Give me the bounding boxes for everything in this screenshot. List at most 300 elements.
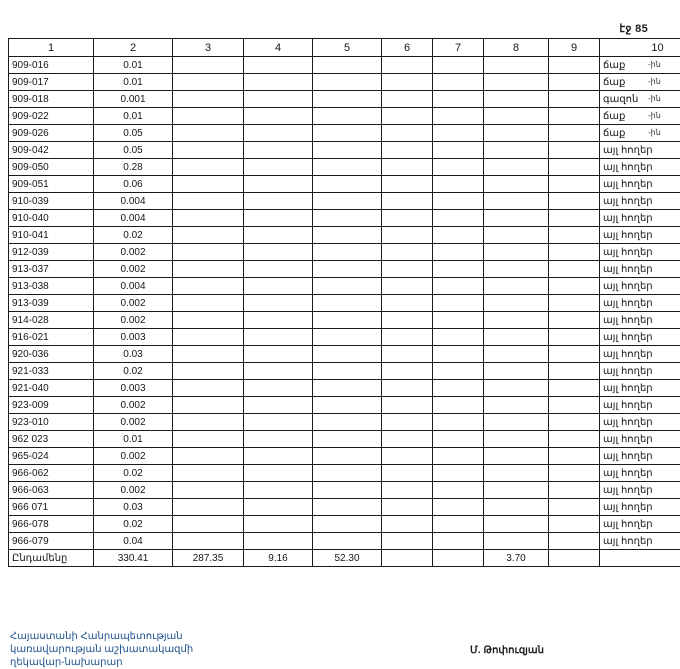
cell-4 xyxy=(244,431,313,448)
cell-6 xyxy=(382,414,433,431)
margin-annotation: -ին xyxy=(648,124,678,141)
cell-6 xyxy=(382,346,433,363)
cell-6 xyxy=(382,142,433,159)
table-header xyxy=(9,39,680,57)
footer-block xyxy=(10,630,193,669)
cell-8 xyxy=(484,227,549,244)
cell-7 xyxy=(433,176,484,193)
cell-3 xyxy=(173,227,244,244)
cell-7 xyxy=(433,244,484,261)
cell-4 xyxy=(244,465,313,482)
table-row xyxy=(9,91,680,108)
cell-3 xyxy=(173,278,244,295)
cell-6 xyxy=(382,210,433,227)
cell-1: 920-036 xyxy=(9,346,94,363)
cell-4 xyxy=(244,108,313,125)
cell-2: 0.03 xyxy=(94,499,173,516)
cell-8 xyxy=(484,210,549,227)
total-cell-3: 287.35 xyxy=(173,550,244,567)
cell-7 xyxy=(433,57,484,74)
cell-10: այլ հողեր xyxy=(600,533,680,550)
cell-6 xyxy=(382,193,433,210)
cell-8 xyxy=(484,57,549,74)
cell-7 xyxy=(433,261,484,278)
total-cell-4: 9.16 xyxy=(244,550,313,567)
cell-10: այլ հողեր xyxy=(600,465,680,482)
cell-4 xyxy=(244,295,313,312)
column-header-4: 4 xyxy=(244,39,313,57)
cell-1: 923-010 xyxy=(9,414,94,431)
cell-2: 0.003 xyxy=(94,380,173,397)
cell-2: 0.002 xyxy=(94,448,173,465)
table-row xyxy=(9,533,680,550)
footer-line-3: ղեկավար-նախարար xyxy=(10,656,193,669)
cell-9 xyxy=(549,278,600,295)
cell-10: այլ հողեր xyxy=(600,142,680,159)
cell-10: այլ հողեր xyxy=(600,414,680,431)
cell-6 xyxy=(382,448,433,465)
cell-8 xyxy=(484,397,549,414)
cell-7 xyxy=(433,431,484,448)
cell-1: 966-063 xyxy=(9,482,94,499)
cell-1: 962 023 xyxy=(9,431,94,448)
cell-3 xyxy=(173,516,244,533)
table-row xyxy=(9,414,680,431)
cell-5 xyxy=(313,261,382,278)
total-cell-6 xyxy=(382,550,433,567)
cell-6 xyxy=(382,482,433,499)
cell-10: այլ հողեր xyxy=(600,516,680,533)
cell-7 xyxy=(433,295,484,312)
cell-5 xyxy=(313,533,382,550)
table-row xyxy=(9,74,680,91)
margin-annotation: -ին xyxy=(648,90,678,107)
cell-3 xyxy=(173,244,244,261)
cell-10: այլ հողեր xyxy=(600,244,680,261)
cell-1: 912-039 xyxy=(9,244,94,261)
table-row xyxy=(9,142,680,159)
cell-5 xyxy=(313,193,382,210)
cell-5 xyxy=(313,448,382,465)
cell-2: 0.01 xyxy=(94,108,173,125)
cell-7 xyxy=(433,74,484,91)
table-row xyxy=(9,108,680,125)
margin-annotation: -ին xyxy=(648,73,678,90)
cell-8 xyxy=(484,329,549,346)
cell-2: 0.01 xyxy=(94,74,173,91)
table-row xyxy=(9,125,680,142)
table-row xyxy=(9,261,680,278)
cell-9 xyxy=(549,108,600,125)
cell-7 xyxy=(433,329,484,346)
cell-2: 0.05 xyxy=(94,125,173,142)
total-cell-1: Ընդամենը xyxy=(9,550,94,567)
cell-5 xyxy=(313,295,382,312)
cell-10: այլ հողեր xyxy=(600,176,680,193)
cell-9 xyxy=(549,448,600,465)
cell-8 xyxy=(484,193,549,210)
cell-4 xyxy=(244,278,313,295)
cell-2: 0.002 xyxy=(94,244,173,261)
cell-8 xyxy=(484,346,549,363)
table-row xyxy=(9,363,680,380)
cell-10: այլ հողեր xyxy=(600,193,680,210)
cell-4 xyxy=(244,57,313,74)
cell-2: 0.002 xyxy=(94,312,173,329)
table-total-row xyxy=(9,550,680,567)
table-row xyxy=(9,397,680,414)
cell-10: այլ հողեր xyxy=(600,448,680,465)
cell-1: 909-051 xyxy=(9,176,94,193)
cell-3 xyxy=(173,482,244,499)
cell-7 xyxy=(433,465,484,482)
cell-10: այլ հողեր xyxy=(600,346,680,363)
table-row xyxy=(9,448,680,465)
cell-5 xyxy=(313,244,382,261)
cell-6 xyxy=(382,74,433,91)
cell-5 xyxy=(313,74,382,91)
cell-7 xyxy=(433,380,484,397)
cell-4 xyxy=(244,346,313,363)
cell-6 xyxy=(382,261,433,278)
cell-1: 909-026 xyxy=(9,125,94,142)
land-parcel-table-wrapper xyxy=(8,38,645,567)
cell-9 xyxy=(549,125,600,142)
cell-2: 0.04 xyxy=(94,533,173,550)
cell-3 xyxy=(173,312,244,329)
cell-5 xyxy=(313,278,382,295)
table-row xyxy=(9,244,680,261)
cell-8 xyxy=(484,533,549,550)
cell-5 xyxy=(313,210,382,227)
cell-6 xyxy=(382,57,433,74)
cell-8 xyxy=(484,108,549,125)
cell-1: 909-042 xyxy=(9,142,94,159)
cell-3 xyxy=(173,193,244,210)
cell-1: 910-039 xyxy=(9,193,94,210)
cell-9 xyxy=(549,159,600,176)
cell-4 xyxy=(244,329,313,346)
cell-8 xyxy=(484,142,549,159)
cell-2: 0.01 xyxy=(94,431,173,448)
cell-10: գազոն xyxy=(600,91,680,108)
cell-8 xyxy=(484,499,549,516)
cell-10: ճաք xyxy=(600,108,680,125)
cell-9 xyxy=(549,176,600,193)
cell-9 xyxy=(549,295,600,312)
cell-10: այլ հողեր xyxy=(600,295,680,312)
cell-2: 0.02 xyxy=(94,516,173,533)
cell-2: 0.01 xyxy=(94,57,173,74)
cell-10: ճաք xyxy=(600,74,680,91)
cell-7 xyxy=(433,533,484,550)
cell-7 xyxy=(433,363,484,380)
cell-1: 913-039 xyxy=(9,295,94,312)
total-cell-5: 52.30 xyxy=(313,550,382,567)
cell-5 xyxy=(313,142,382,159)
cell-5 xyxy=(313,499,382,516)
cell-1: 910-041 xyxy=(9,227,94,244)
cell-5 xyxy=(313,57,382,74)
cell-7 xyxy=(433,516,484,533)
cell-7 xyxy=(433,159,484,176)
cell-8 xyxy=(484,482,549,499)
cell-5 xyxy=(313,91,382,108)
cell-3 xyxy=(173,261,244,278)
cell-5 xyxy=(313,397,382,414)
cell-4 xyxy=(244,397,313,414)
cell-3 xyxy=(173,380,244,397)
cell-10: այլ հողեր xyxy=(600,380,680,397)
cell-6 xyxy=(382,533,433,550)
cell-4 xyxy=(244,499,313,516)
table-row xyxy=(9,465,680,482)
table-row xyxy=(9,380,680,397)
cell-7 xyxy=(433,142,484,159)
cell-4 xyxy=(244,363,313,380)
cell-9 xyxy=(549,533,600,550)
cell-10: այլ հողեր xyxy=(600,261,680,278)
cell-5 xyxy=(313,312,382,329)
cell-7 xyxy=(433,312,484,329)
total-cell-2: 330.41 xyxy=(94,550,173,567)
cell-3 xyxy=(173,465,244,482)
cell-7 xyxy=(433,91,484,108)
cell-4 xyxy=(244,482,313,499)
cell-6 xyxy=(382,499,433,516)
cell-3 xyxy=(173,431,244,448)
cell-6 xyxy=(382,329,433,346)
cell-10: այլ հողեր xyxy=(600,227,680,244)
page-number: էջ 85 xyxy=(619,22,648,35)
footer-line-2: կառավարության աշխատակազմի xyxy=(10,643,193,656)
cell-4 xyxy=(244,193,313,210)
table-row xyxy=(9,193,680,210)
cell-3 xyxy=(173,108,244,125)
cell-7 xyxy=(433,397,484,414)
margin-annotation: -ին xyxy=(648,107,678,124)
table-row xyxy=(9,278,680,295)
cell-2: 0.002 xyxy=(94,261,173,278)
cell-4 xyxy=(244,261,313,278)
cell-10: այլ հողեր xyxy=(600,159,680,176)
cell-7 xyxy=(433,227,484,244)
cell-5 xyxy=(313,227,382,244)
cell-5 xyxy=(313,363,382,380)
cell-10: այլ հողեր xyxy=(600,312,680,329)
cell-8 xyxy=(484,278,549,295)
cell-9 xyxy=(549,397,600,414)
cell-4 xyxy=(244,159,313,176)
cell-5 xyxy=(313,414,382,431)
cell-3 xyxy=(173,363,244,380)
cell-1: 913-037 xyxy=(9,261,94,278)
cell-7 xyxy=(433,125,484,142)
cell-4 xyxy=(244,125,313,142)
cell-4 xyxy=(244,516,313,533)
cell-4 xyxy=(244,227,313,244)
cell-8 xyxy=(484,380,549,397)
cell-3 xyxy=(173,533,244,550)
cell-9 xyxy=(549,312,600,329)
cell-4 xyxy=(244,91,313,108)
cell-8 xyxy=(484,261,549,278)
cell-4 xyxy=(244,142,313,159)
column-header-3: 3 xyxy=(173,39,244,57)
cell-9 xyxy=(549,346,600,363)
column-header-1: 1 xyxy=(9,39,94,57)
column-header-10: 10 xyxy=(600,39,680,57)
cell-1: 914-028 xyxy=(9,312,94,329)
cell-8 xyxy=(484,414,549,431)
cell-9 xyxy=(549,499,600,516)
cell-1: 966-078 xyxy=(9,516,94,533)
cell-5 xyxy=(313,346,382,363)
cell-1: 909-050 xyxy=(9,159,94,176)
cell-3 xyxy=(173,176,244,193)
cell-6 xyxy=(382,278,433,295)
cell-10: այլ հողեր xyxy=(600,431,680,448)
cell-2: 0.004 xyxy=(94,278,173,295)
cell-8 xyxy=(484,448,549,465)
cell-2: 0.003 xyxy=(94,329,173,346)
cell-2: 0.02 xyxy=(94,363,173,380)
cell-1: 966-062 xyxy=(9,465,94,482)
cell-4 xyxy=(244,176,313,193)
cell-6 xyxy=(382,244,433,261)
cell-9 xyxy=(549,329,600,346)
cell-7 xyxy=(433,278,484,295)
cell-6 xyxy=(382,227,433,244)
cell-1: 910-040 xyxy=(9,210,94,227)
cell-9 xyxy=(549,91,600,108)
margin-annotation: -ին xyxy=(648,56,678,73)
cell-6 xyxy=(382,380,433,397)
table-row xyxy=(9,295,680,312)
column-header-5: 5 xyxy=(313,39,382,57)
cell-8 xyxy=(484,516,549,533)
table-header-row xyxy=(9,39,680,57)
cell-1: 909-018 xyxy=(9,91,94,108)
cell-6 xyxy=(382,516,433,533)
cell-7 xyxy=(433,210,484,227)
cell-10: ճաք xyxy=(600,57,680,74)
cell-3 xyxy=(173,414,244,431)
cell-2: 0.002 xyxy=(94,414,173,431)
margin-annotations xyxy=(648,56,678,141)
table-row xyxy=(9,57,680,74)
cell-8 xyxy=(484,312,549,329)
table-row xyxy=(9,312,680,329)
cell-9 xyxy=(549,57,600,74)
cell-1: 909-017 xyxy=(9,74,94,91)
cell-7 xyxy=(433,193,484,210)
cell-6 xyxy=(382,295,433,312)
cell-10: այլ հողեր xyxy=(600,482,680,499)
cell-6 xyxy=(382,91,433,108)
cell-4 xyxy=(244,244,313,261)
cell-5 xyxy=(313,108,382,125)
cell-1: 909-016 xyxy=(9,57,94,74)
cell-5 xyxy=(313,125,382,142)
cell-2: 0.02 xyxy=(94,227,173,244)
cell-4 xyxy=(244,533,313,550)
total-cell-7 xyxy=(433,550,484,567)
cell-7 xyxy=(433,346,484,363)
cell-9 xyxy=(549,210,600,227)
cell-8 xyxy=(484,74,549,91)
cell-4 xyxy=(244,414,313,431)
column-header-9: 9 xyxy=(549,39,600,57)
cell-1: 966-079 xyxy=(9,533,94,550)
cell-7 xyxy=(433,414,484,431)
cell-1: 909-022 xyxy=(9,108,94,125)
cell-8 xyxy=(484,465,549,482)
cell-10: այլ հողեր xyxy=(600,278,680,295)
land-parcel-table xyxy=(8,38,680,567)
table-row xyxy=(9,176,680,193)
cell-9 xyxy=(549,74,600,91)
cell-8 xyxy=(484,91,549,108)
cell-9 xyxy=(549,227,600,244)
cell-6 xyxy=(382,125,433,142)
cell-9 xyxy=(549,142,600,159)
cell-1: 913-038 xyxy=(9,278,94,295)
cell-9 xyxy=(549,431,600,448)
cell-9 xyxy=(549,261,600,278)
cell-2: 0.002 xyxy=(94,482,173,499)
table-body xyxy=(9,57,680,567)
table-row xyxy=(9,516,680,533)
cell-4 xyxy=(244,74,313,91)
cell-2: 0.004 xyxy=(94,210,173,227)
cell-6 xyxy=(382,397,433,414)
cell-1: 966 071 xyxy=(9,499,94,516)
cell-3 xyxy=(173,91,244,108)
cell-9 xyxy=(549,380,600,397)
cell-1: 965-024 xyxy=(9,448,94,465)
cell-6 xyxy=(382,108,433,125)
cell-9 xyxy=(549,482,600,499)
cell-6 xyxy=(382,363,433,380)
cell-10: այլ հողեր xyxy=(600,363,680,380)
cell-10: այլ հողեր xyxy=(600,397,680,414)
cell-6 xyxy=(382,312,433,329)
cell-5 xyxy=(313,176,382,193)
cell-6 xyxy=(382,431,433,448)
total-cell-10 xyxy=(600,550,680,567)
cell-5 xyxy=(313,329,382,346)
table-row xyxy=(9,431,680,448)
cell-3 xyxy=(173,329,244,346)
column-header-6: 6 xyxy=(382,39,433,57)
cell-1: 921-040 xyxy=(9,380,94,397)
cell-1: 923-009 xyxy=(9,397,94,414)
column-header-8: 8 xyxy=(484,39,549,57)
cell-4 xyxy=(244,380,313,397)
cell-3 xyxy=(173,159,244,176)
table-row xyxy=(9,346,680,363)
cell-3 xyxy=(173,142,244,159)
cell-2: 0.001 xyxy=(94,91,173,108)
cell-3 xyxy=(173,499,244,516)
cell-9 xyxy=(549,516,600,533)
cell-3 xyxy=(173,125,244,142)
cell-4 xyxy=(244,448,313,465)
cell-2: 0.02 xyxy=(94,465,173,482)
cell-10: այլ հողեր xyxy=(600,210,680,227)
cell-8 xyxy=(484,295,549,312)
